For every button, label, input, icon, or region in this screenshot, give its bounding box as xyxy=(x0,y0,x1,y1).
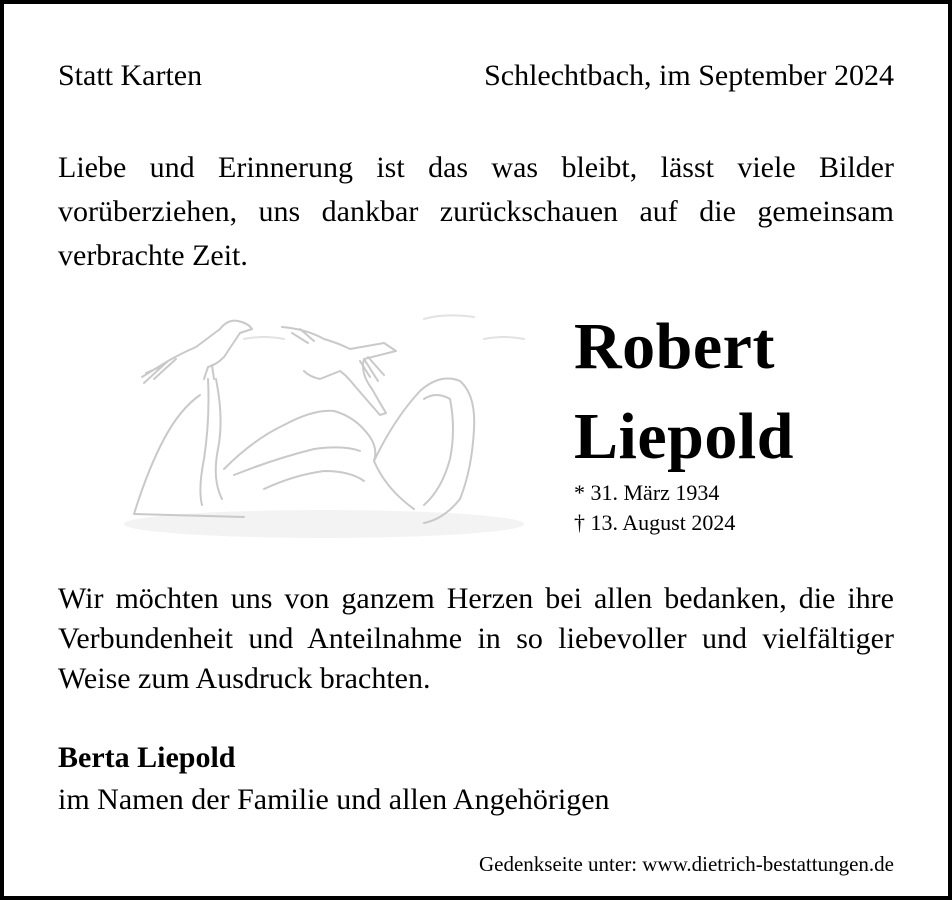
middle-mountain-shape xyxy=(224,411,375,489)
birth-date: * 31. März 1934 xyxy=(574,480,720,505)
intro-quote: Liebe und Erinnerung ist das was bleibt, lässt viele Bilder vorüberziehen, uns dankbar zurückschauen auf die gemeinsam verbrachte Zeit. xyxy=(58,151,894,272)
memorial-page-link: Gedenkseite unter: www.dietrich-bestattungen.de xyxy=(479,852,894,876)
deceased-first-name: Robert xyxy=(574,310,775,383)
signer-name: Berta Liepold xyxy=(58,741,236,774)
header-left-text: Statt Karten xyxy=(58,59,203,92)
left-mountain-shape xyxy=(134,395,244,517)
death-date: † 13. August 2024 xyxy=(574,510,736,535)
rock-column-shape xyxy=(200,379,222,505)
illustration-shadow xyxy=(124,510,524,538)
flying-bird-icon xyxy=(282,327,396,415)
header-place-date: Schlechtbach, im September 2024 xyxy=(484,59,894,92)
deceased-name xyxy=(574,302,794,482)
right-mountain-shape xyxy=(374,379,474,523)
header xyxy=(58,56,894,96)
perched-bird-icon xyxy=(142,321,252,383)
life-dates xyxy=(574,478,735,538)
thanks-paragraph: Wir möchten uns von ganzem Herzen bei allen bedanken, die ihre Verbundenheit und Anteilnahme in so liebevoller und vielfältiger Weise zum Ausdruck brachten. xyxy=(58,582,894,695)
embossed-birds-mountains-illustration xyxy=(124,299,544,549)
signer-subtitle: im Namen der Familie und allen Angehörigen xyxy=(58,783,610,816)
deceased-last-name: Liepold xyxy=(574,400,794,473)
